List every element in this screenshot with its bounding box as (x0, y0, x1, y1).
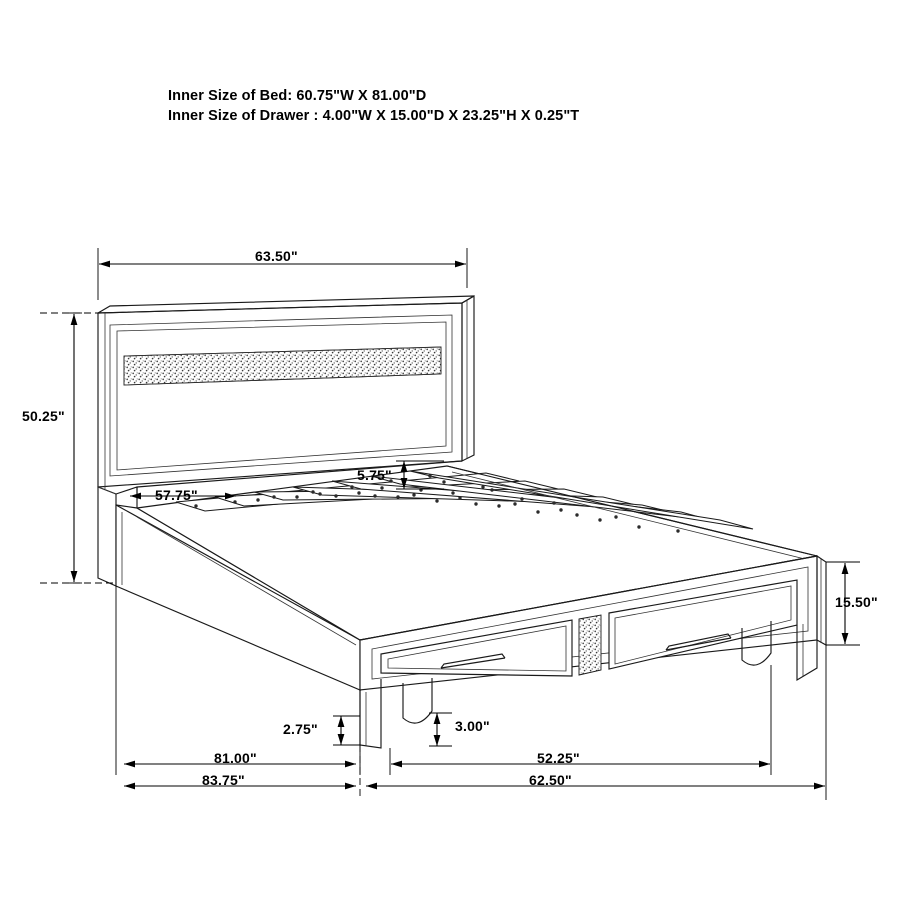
dim-drawer-span: 52.25" (537, 750, 580, 766)
spec-note-drawer: Inner Size of Drawer : 4.00"W X 15.00"D X 23.25"H X 0.25"T (168, 108, 580, 124)
dim-headboard-inner-width: 57.75" (155, 487, 198, 503)
dim-footboard-width: 62.50" (529, 772, 572, 788)
dim-side-rail-bottom: 2.75" (283, 721, 318, 737)
dim-overall-height: 50.25" (22, 408, 65, 424)
dim-rail-offset: 5.75" (357, 467, 392, 483)
dim-bed-length-inner: 81.00" (214, 750, 257, 766)
dim-headboard-width: 63.50" (255, 248, 298, 264)
dim-bed-length-outer: 83.75" (202, 772, 245, 788)
dim-footboard-height: 15.50" (835, 594, 878, 610)
dim-foot-clearance: 3.00" (455, 718, 490, 734)
spec-note-bed: Inner Size of Bed: 60.75"W X 81.00"D (168, 88, 427, 104)
